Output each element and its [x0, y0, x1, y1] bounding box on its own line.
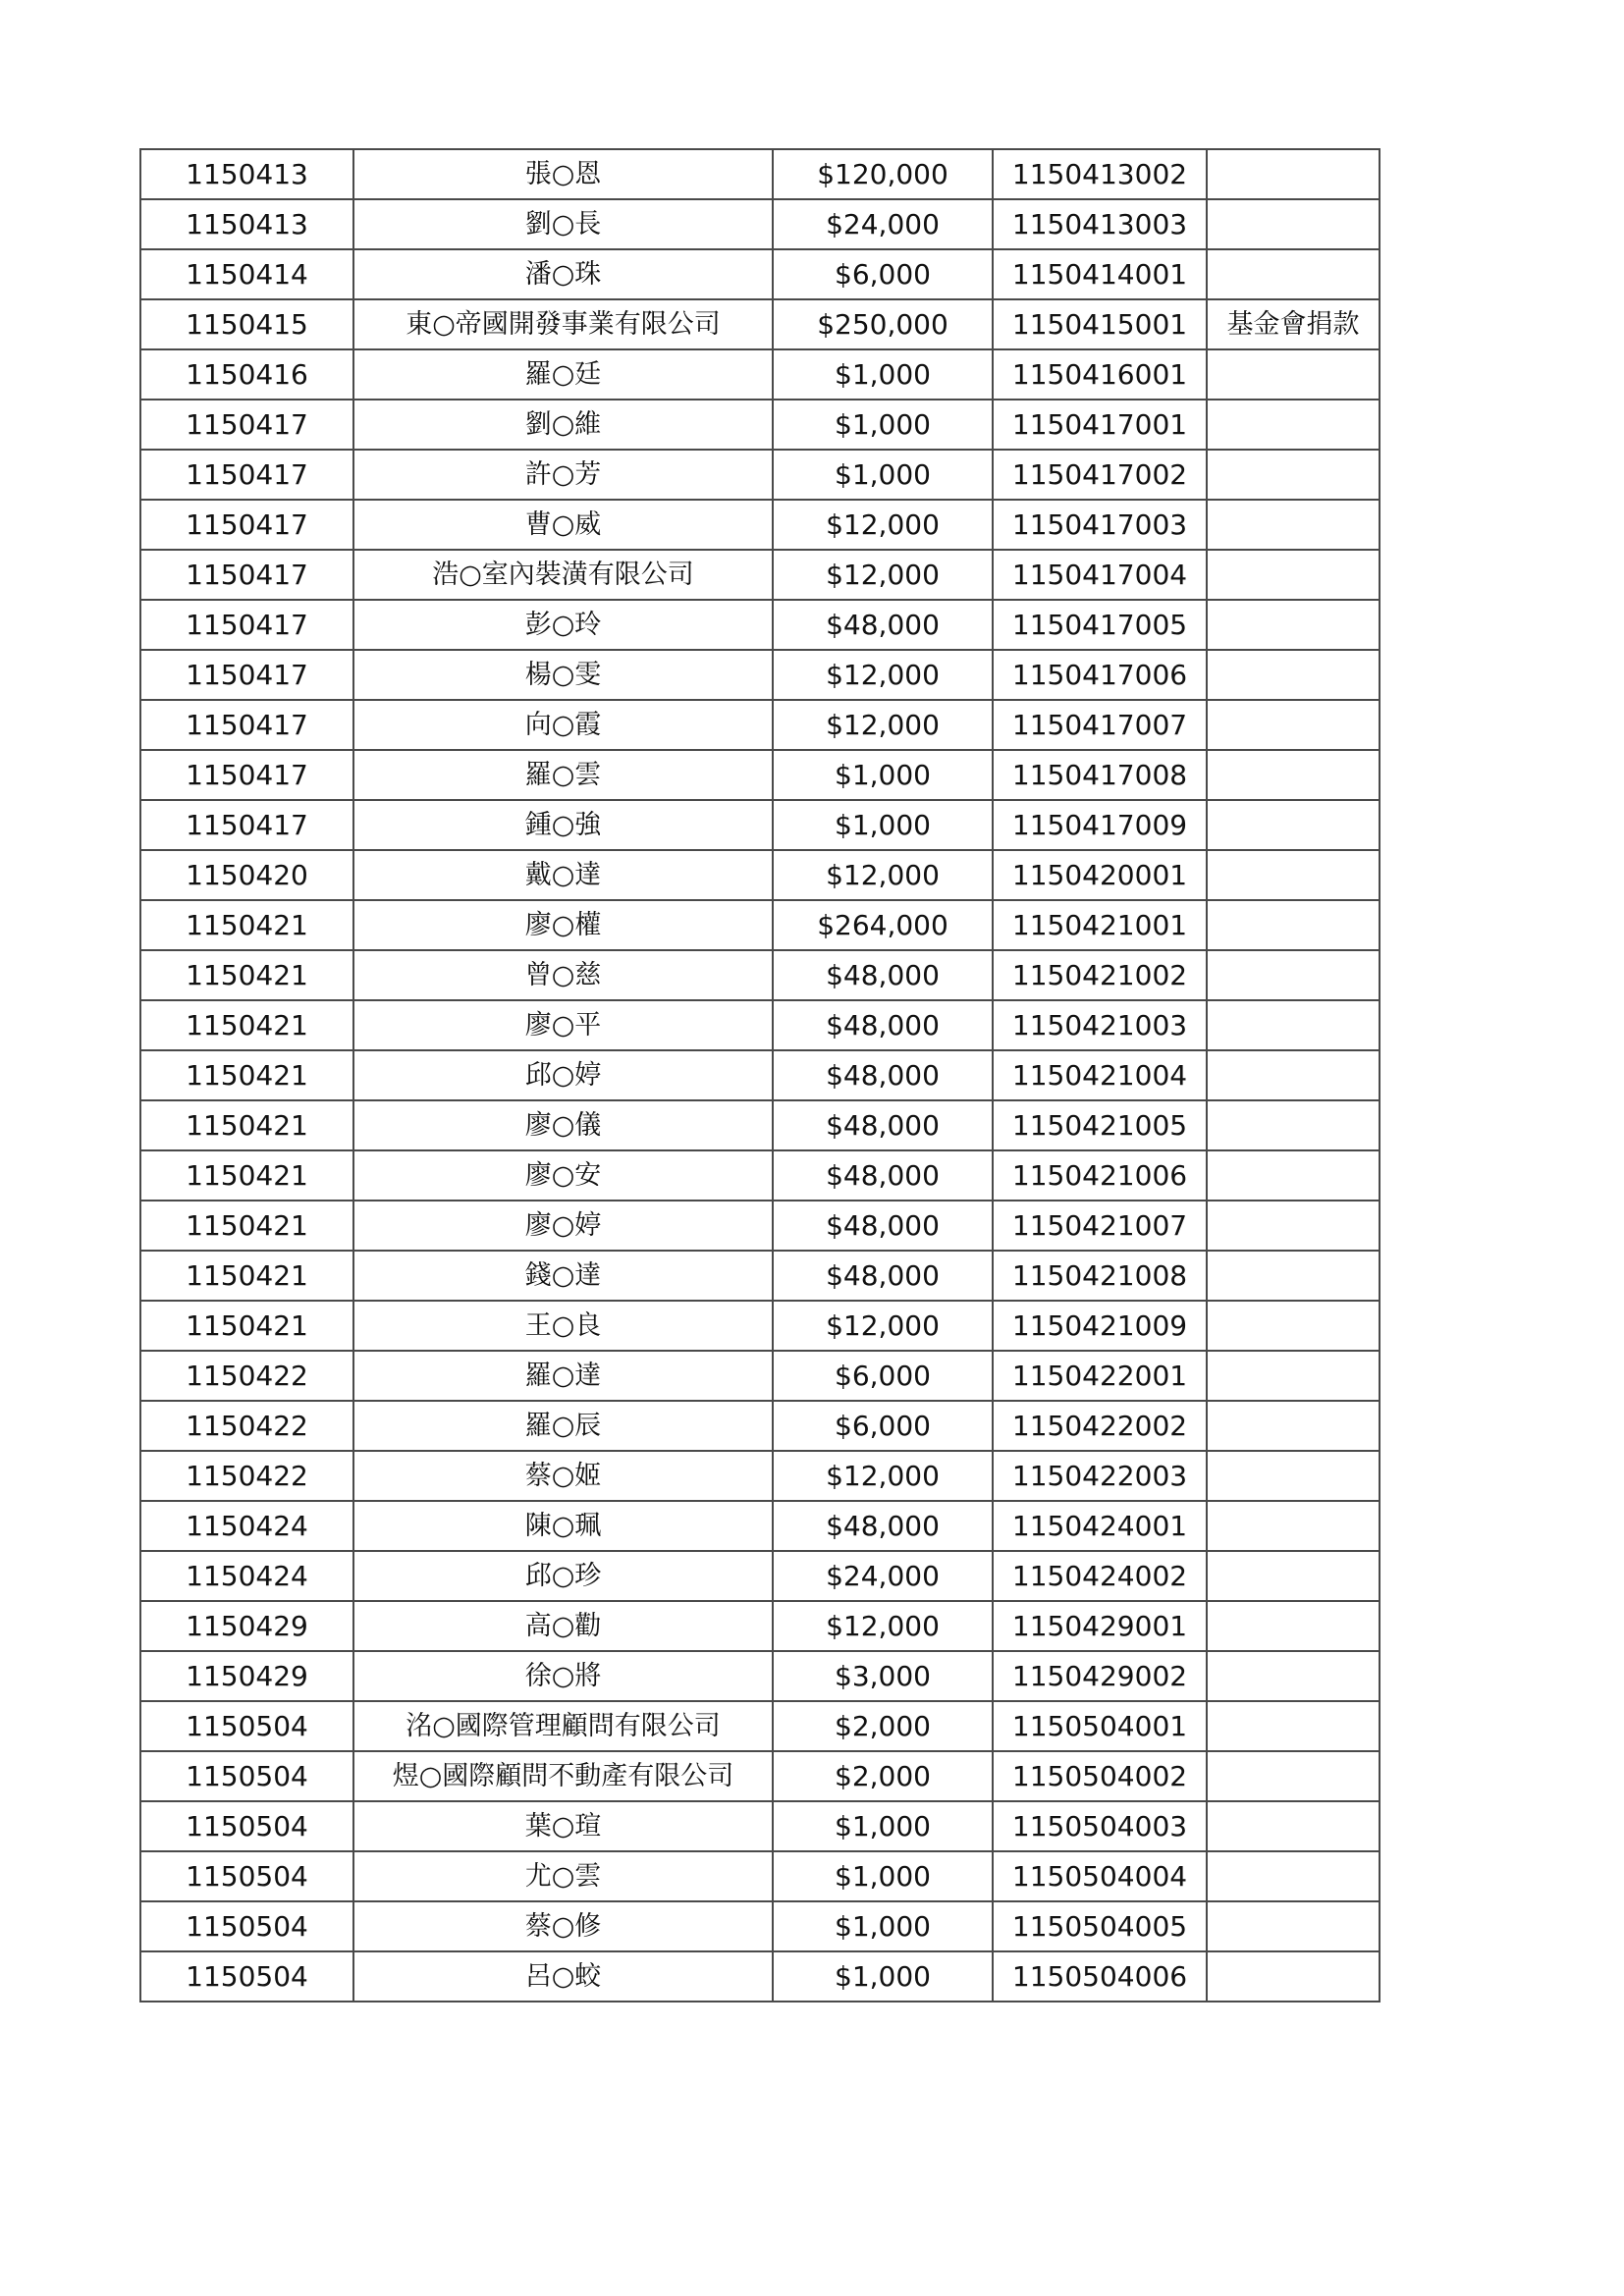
note-cell [1207, 550, 1380, 600]
receipt-number-cell: 1150417001 [993, 400, 1207, 450]
donor-cell: 浩○室內裝潢有限公司 [353, 550, 773, 600]
donor-cell: 煜○國際顧問不動產有限公司 [353, 1751, 773, 1801]
receipt-number-cell: 1150504006 [993, 1951, 1207, 2002]
amount-cell: $48,000 [773, 950, 993, 1000]
date-cell: 1150504 [140, 1851, 353, 1901]
date-cell: 1150422 [140, 1451, 353, 1501]
receipt-number-cell: 1150414001 [993, 249, 1207, 299]
table-row [140, 1651, 1380, 1701]
donor-cell: 向○霞 [353, 700, 773, 750]
table-row [140, 1100, 1380, 1150]
receipt-number-cell: 1150421003 [993, 1000, 1207, 1050]
amount-cell: $264,000 [773, 900, 993, 950]
receipt-number-cell: 1150504001 [993, 1701, 1207, 1751]
donor-cell: 邱○婷 [353, 1050, 773, 1100]
date-cell: 1150504 [140, 1801, 353, 1851]
note-cell [1207, 1201, 1380, 1251]
table-row [140, 299, 1380, 349]
date-cell: 1150413 [140, 149, 353, 199]
amount-cell: $3,000 [773, 1651, 993, 1701]
date-cell: 1150422 [140, 1351, 353, 1401]
note-cell [1207, 1701, 1380, 1751]
date-cell: 1150417 [140, 550, 353, 600]
receipt-number-cell: 1150421009 [993, 1301, 1207, 1351]
amount-cell: $48,000 [773, 1100, 993, 1150]
table-row [140, 650, 1380, 700]
receipt-number-cell: 1150421008 [993, 1251, 1207, 1301]
date-cell: 1150421 [140, 1201, 353, 1251]
donor-cell: 羅○廷 [353, 349, 773, 400]
donor-cell: 羅○達 [353, 1351, 773, 1401]
amount-cell: $1,000 [773, 1851, 993, 1901]
table-row [140, 1000, 1380, 1050]
date-cell: 1150414 [140, 249, 353, 299]
amount-cell: $6,000 [773, 1351, 993, 1401]
date-cell: 1150420 [140, 850, 353, 900]
table-row [140, 500, 1380, 550]
table-row [140, 850, 1380, 900]
amount-cell: $12,000 [773, 550, 993, 600]
receipt-number-cell: 1150504002 [993, 1751, 1207, 1801]
receipt-number-cell: 1150504005 [993, 1901, 1207, 1951]
donor-cell: 東○帝國開發事業有限公司 [353, 299, 773, 349]
receipt-number-cell: 1150413003 [993, 199, 1207, 249]
receipt-number-cell: 1150421002 [993, 950, 1207, 1000]
amount-cell: $48,000 [773, 1150, 993, 1201]
date-cell: 1150416 [140, 349, 353, 400]
note-cell [1207, 650, 1380, 700]
amount-cell: $120,000 [773, 149, 993, 199]
note-cell [1207, 900, 1380, 950]
amount-cell: $1,000 [773, 450, 993, 500]
note-cell [1207, 349, 1380, 400]
receipt-number-cell: 1150416001 [993, 349, 1207, 400]
donor-cell: 潘○珠 [353, 249, 773, 299]
note-cell [1207, 1901, 1380, 1951]
amount-cell: $250,000 [773, 299, 993, 349]
date-cell: 1150417 [140, 600, 353, 650]
donor-cell: 蔡○姬 [353, 1451, 773, 1501]
amount-cell: $1,000 [773, 1951, 993, 2002]
date-cell: 1150421 [140, 1100, 353, 1150]
date-cell: 1150417 [140, 450, 353, 500]
receipt-number-cell: 1150415001 [993, 299, 1207, 349]
receipt-number-cell: 1150417007 [993, 700, 1207, 750]
donor-cell: 廖○婷 [353, 1201, 773, 1251]
amount-cell: $12,000 [773, 850, 993, 900]
table-row [140, 1301, 1380, 1351]
donor-cell: 陳○珮 [353, 1501, 773, 1551]
receipt-number-cell: 1150421005 [993, 1100, 1207, 1150]
amount-cell: $2,000 [773, 1751, 993, 1801]
amount-cell: $12,000 [773, 500, 993, 550]
receipt-number-cell: 1150421004 [993, 1050, 1207, 1100]
note-cell [1207, 400, 1380, 450]
date-cell: 1150429 [140, 1651, 353, 1701]
donor-cell: 許○芳 [353, 450, 773, 500]
amount-cell: $12,000 [773, 1601, 993, 1651]
date-cell: 1150424 [140, 1501, 353, 1551]
receipt-number-cell: 1150424001 [993, 1501, 1207, 1551]
date-cell: 1150421 [140, 1000, 353, 1050]
date-cell: 1150417 [140, 400, 353, 450]
table-row [140, 1351, 1380, 1401]
amount-cell: $1,000 [773, 1901, 993, 1951]
note-cell [1207, 1401, 1380, 1451]
receipt-number-cell: 1150417005 [993, 600, 1207, 650]
date-cell: 1150417 [140, 750, 353, 800]
donor-cell: 廖○權 [353, 900, 773, 950]
donor-cell: 羅○辰 [353, 1401, 773, 1451]
donor-cell: 劉○維 [353, 400, 773, 450]
donor-cell: 劉○長 [353, 199, 773, 249]
amount-cell: $1,000 [773, 750, 993, 800]
amount-cell: $48,000 [773, 1201, 993, 1251]
amount-cell: $6,000 [773, 1401, 993, 1451]
donor-cell: 呂○蛟 [353, 1951, 773, 2002]
date-cell: 1150415 [140, 299, 353, 349]
amount-cell: $12,000 [773, 1301, 993, 1351]
donor-cell: 葉○瑄 [353, 1801, 773, 1851]
note-cell [1207, 1100, 1380, 1150]
date-cell: 1150429 [140, 1601, 353, 1651]
receipt-number-cell: 1150504004 [993, 1851, 1207, 1901]
note-cell [1207, 1351, 1380, 1401]
table-row [140, 1801, 1380, 1851]
amount-cell: $48,000 [773, 1000, 993, 1050]
receipt-number-cell: 1150417002 [993, 450, 1207, 500]
date-cell: 1150504 [140, 1951, 353, 2002]
note-cell [1207, 1050, 1380, 1100]
date-cell: 1150417 [140, 650, 353, 700]
donor-cell: 尤○雲 [353, 1851, 773, 1901]
table-row [140, 1401, 1380, 1451]
date-cell: 1150424 [140, 1551, 353, 1601]
date-cell: 1150504 [140, 1901, 353, 1951]
donor-cell: 羅○雲 [353, 750, 773, 800]
donor-cell: 鍾○強 [353, 800, 773, 850]
table-row [140, 1901, 1380, 1951]
receipt-number-cell: 1150417004 [993, 550, 1207, 600]
table-row [140, 1050, 1380, 1100]
date-cell: 1150421 [140, 950, 353, 1000]
receipt-number-cell: 1150417006 [993, 650, 1207, 700]
table-row [140, 249, 1380, 299]
note-cell [1207, 950, 1380, 1000]
amount-cell: $24,000 [773, 199, 993, 249]
note-cell [1207, 1551, 1380, 1601]
date-cell: 1150421 [140, 1301, 353, 1351]
table-row [140, 1501, 1380, 1551]
note-cell [1207, 1301, 1380, 1351]
note-cell [1207, 1451, 1380, 1501]
note-cell [1207, 850, 1380, 900]
table-row [140, 950, 1380, 1000]
table-row [140, 1601, 1380, 1651]
donor-cell: 曹○威 [353, 500, 773, 550]
date-cell: 1150504 [140, 1751, 353, 1801]
note-cell [1207, 149, 1380, 199]
note-cell [1207, 1000, 1380, 1050]
amount-cell: $2,000 [773, 1701, 993, 1751]
table-row [140, 600, 1380, 650]
note-cell [1207, 750, 1380, 800]
amount-cell: $48,000 [773, 1050, 993, 1100]
date-cell: 1150504 [140, 1701, 353, 1751]
note-cell [1207, 1751, 1380, 1801]
note-cell [1207, 450, 1380, 500]
donor-cell: 廖○儀 [353, 1100, 773, 1150]
note-cell [1207, 600, 1380, 650]
donation-table [139, 148, 1380, 2002]
amount-cell: $12,000 [773, 700, 993, 750]
table-row [140, 1851, 1380, 1901]
table-row [140, 1451, 1380, 1501]
donor-cell: 蔡○修 [353, 1901, 773, 1951]
note-cell [1207, 199, 1380, 249]
table-row [140, 1951, 1380, 2002]
table-row [140, 550, 1380, 600]
table-row [140, 700, 1380, 750]
amount-cell: $24,000 [773, 1551, 993, 1601]
donor-cell: 高○勸 [353, 1601, 773, 1651]
table-row [140, 149, 1380, 199]
note-cell [1207, 1251, 1380, 1301]
amount-cell: $1,000 [773, 1801, 993, 1851]
table-row [140, 800, 1380, 850]
table-row [140, 349, 1380, 400]
amount-cell: $1,000 [773, 400, 993, 450]
amount-cell: $48,000 [773, 600, 993, 650]
date-cell: 1150417 [140, 700, 353, 750]
amount-cell: $48,000 [773, 1501, 993, 1551]
date-cell: 1150421 [140, 1150, 353, 1201]
receipt-number-cell: 1150424002 [993, 1551, 1207, 1601]
donor-cell: 戴○達 [353, 850, 773, 900]
receipt-number-cell: 1150429001 [993, 1601, 1207, 1651]
donor-cell: 廖○安 [353, 1150, 773, 1201]
date-cell: 1150421 [140, 900, 353, 950]
donor-cell: 張○恩 [353, 149, 773, 199]
donor-cell: 彭○玲 [353, 600, 773, 650]
amount-cell: $12,000 [773, 650, 993, 700]
receipt-number-cell: 1150421006 [993, 1150, 1207, 1201]
note-cell [1207, 800, 1380, 850]
note-cell [1207, 249, 1380, 299]
table-row [140, 400, 1380, 450]
receipt-number-cell: 1150429002 [993, 1651, 1207, 1701]
receipt-number-cell: 1150417009 [993, 800, 1207, 850]
note-cell [1207, 1501, 1380, 1551]
table-row [140, 900, 1380, 950]
amount-cell: $6,000 [773, 249, 993, 299]
receipt-number-cell: 1150422003 [993, 1451, 1207, 1501]
table-row [140, 1251, 1380, 1301]
receipt-number-cell: 1150422001 [993, 1351, 1207, 1401]
amount-cell: $1,000 [773, 800, 993, 850]
donor-cell: 邱○珍 [353, 1551, 773, 1601]
receipt-number-cell: 1150504003 [993, 1801, 1207, 1851]
table-row [140, 450, 1380, 500]
date-cell: 1150422 [140, 1401, 353, 1451]
receipt-number-cell: 1150421007 [993, 1201, 1207, 1251]
receipt-number-cell: 1150422002 [993, 1401, 1207, 1451]
donor-cell: 洺○國際管理顧問有限公司 [353, 1701, 773, 1751]
date-cell: 1150417 [140, 800, 353, 850]
amount-cell: $12,000 [773, 1451, 993, 1501]
note-cell [1207, 500, 1380, 550]
receipt-number-cell: 1150417008 [993, 750, 1207, 800]
note-cell [1207, 1851, 1380, 1901]
note-cell [1207, 1801, 1380, 1851]
note-cell [1207, 1601, 1380, 1651]
date-cell: 1150417 [140, 500, 353, 550]
donor-cell: 錢○達 [353, 1251, 773, 1301]
note-cell [1207, 1651, 1380, 1701]
table-body [140, 149, 1380, 2002]
note-cell [1207, 1150, 1380, 1201]
note-cell [1207, 700, 1380, 750]
table-row [140, 1551, 1380, 1601]
donor-cell: 廖○平 [353, 1000, 773, 1050]
donor-cell: 王○良 [353, 1301, 773, 1351]
table-row [140, 1150, 1380, 1201]
date-cell: 1150413 [140, 199, 353, 249]
receipt-number-cell: 1150417003 [993, 500, 1207, 550]
amount-cell: $48,000 [773, 1251, 993, 1301]
donor-cell: 楊○雯 [353, 650, 773, 700]
table-row [140, 199, 1380, 249]
donor-cell: 曾○慈 [353, 950, 773, 1000]
date-cell: 1150421 [140, 1251, 353, 1301]
table-row [140, 750, 1380, 800]
amount-cell: $1,000 [773, 349, 993, 400]
receipt-number-cell: 1150420001 [993, 850, 1207, 900]
receipt-number-cell: 1150421001 [993, 900, 1207, 950]
donor-cell: 徐○將 [353, 1651, 773, 1701]
table-row [140, 1201, 1380, 1251]
note-cell [1207, 1951, 1380, 2002]
table-row [140, 1751, 1380, 1801]
receipt-number-cell: 1150413002 [993, 149, 1207, 199]
note-cell: 基金會捐款 [1207, 299, 1380, 349]
table-row [140, 1701, 1380, 1751]
date-cell: 1150421 [140, 1050, 353, 1100]
